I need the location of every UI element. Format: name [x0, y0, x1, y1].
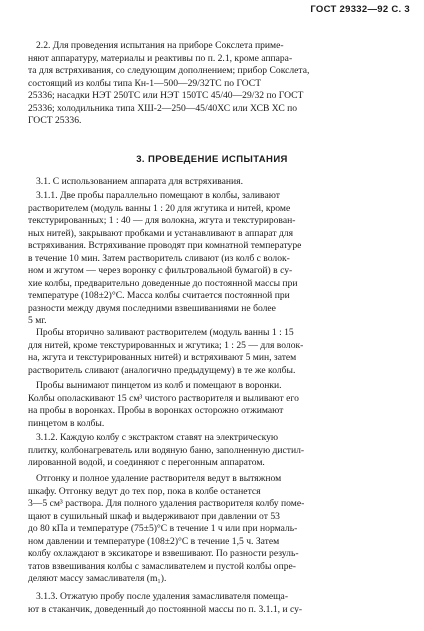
text-line: шкафу. Отгонку ведут до тех пор, пока в колбе останется	[28, 485, 261, 497]
text-line: ных нитей), закрывают пробками и устанавливают в аппарат для	[28, 227, 294, 239]
section-heading: 3. ПРОВЕДЕНИЕ ИСПЫТАНИЯ	[136, 154, 288, 165]
text-line: 3.1.1. Две пробы параллельно помещают в колбы, заливают	[36, 190, 280, 201]
paragraph-3-1	[28, 176, 398, 189]
text-line: Колбы ополаскивают 15 см³ чистого растворителя и выливают его	[28, 392, 299, 404]
text-line: 3.1. С использованием аппарата для встряхивания.	[36, 176, 243, 187]
text-line: 3.1.2. Каждую колбу с экстрактом ставят на электрическую	[36, 432, 279, 443]
text-line: температуре (108±2)°С. Масса колбы считается постоянной при	[28, 290, 290, 301]
text-line: растворителем (модуль ванны 1 : 20 для жгутика и нитей, кроме	[28, 202, 291, 214]
text-line: плитку, колбонагреватель или водяную баню, заполненную дистил-	[28, 444, 305, 456]
text-line: хие колбы, предварительно доведенные до постоянной массы при	[28, 277, 298, 289]
text-line: колбу охлаждают в эксикаторе и взвешивают. По разности резуль-	[28, 548, 299, 559]
text-line: на, жгута и текстурированных нитей) и встряхивают 5 мин, затем	[28, 352, 297, 363]
text-line: ГОСТ 25336.	[28, 115, 82, 126]
text-line: 2.2. Для проведения испытания на приборе Сокслета приме-	[36, 40, 284, 51]
paragraph-funnel	[28, 380, 398, 430]
text-line: 25336; холодильника типа ХШ-2—250—45/40ХС или ХСВ ХС по	[28, 102, 298, 114]
text-line: ном давлении и температуре (108±2)°С в течение 1,5 ч. Затем	[28, 535, 280, 547]
text-line: татов взвешивания колбы с замасливателем и пустой колбы опре-	[28, 560, 296, 572]
text-line: 3—5 см³ раствора. Для полного удаления растворителя колбу поме-	[28, 498, 305, 509]
paragraph-3-1-1	[28, 190, 398, 328]
text-line: щают в сушильный шкаф и выдерживают при давлении от 53	[28, 510, 280, 522]
paragraph-second-fill	[28, 327, 398, 377]
text-line: в течение 10 мин. Затем растворитель сливают (из колб с волок-	[28, 252, 290, 264]
text-line: состоящий из колбы типа Кн-1—500—29/32ТС по ГОСТ	[28, 77, 262, 89]
text-line: для нитей, кроме текстурированных и жгутика; 1 : 25 — для волок-	[28, 339, 304, 351]
text-line: на пробы в воронках. Пробы в воронках осторожно отжимают	[28, 405, 284, 416]
text-line: деляют массу замасливателя (m₁).	[28, 573, 167, 584]
running-header: ГОСТ 29332—92 С. 3	[310, 4, 410, 15]
text-line: та для встряхивания, со следующим дополнением; прибор Сокслета,	[28, 65, 310, 76]
section-2-2	[28, 40, 398, 128]
text-line: встряхивания. Встряхивание проводят при комнатной температуре	[28, 240, 302, 251]
paragraph-3-1-2	[28, 432, 398, 470]
text-line: Пробы вынимают пинцетом из колб и помещают в воронки.	[36, 380, 282, 391]
text-line: ют в стаканчик, доведенный до постоянной массы по п. 3.1.1, и су-	[28, 603, 303, 615]
text-line: 3.1.3. Отжатую пробу после удаления замасливателя помеща-	[36, 591, 289, 602]
text-line: растворитель сливают (аналогично предыдущему) в те же колбы.	[28, 364, 296, 376]
text-line: пинцетом в колбы.	[28, 417, 105, 429]
text-line: Отгонку и полное удаление растворителя ведут в вытяжном	[36, 473, 282, 484]
text-line: разности между двумя последними взвешиваниями не более	[28, 302, 276, 314]
text-line: ном и жгутом — через воронку с фильтровальной бумагой) в су-	[28, 265, 293, 276]
text-line: до 80 кПа и температуре (75±5)°С в течение 1 ч или при нормаль-	[28, 523, 298, 534]
paragraph-distillation	[28, 473, 398, 586]
text-line: лированной водой, и соединяют с перегонным аппаратом.	[28, 457, 265, 468]
text-line: Пробы вторично заливают растворителем (модуль ванны 1 : 15	[36, 327, 294, 338]
text-line: 5 мг.	[28, 315, 47, 326]
text-line: 25336; насадки НЭТ 250ТС или НЭТ 150ТС 45/40—29/32 по ГОСТ	[28, 90, 304, 101]
text-line: текстурированных; 1 : 40 — для волокна, жгута и текстурирован-	[28, 215, 296, 226]
paragraph-3-1-3	[28, 591, 398, 616]
text-line: няют аппаратуру, материалы и реактивы по п. 2.1, кроме аппара-	[28, 52, 293, 64]
